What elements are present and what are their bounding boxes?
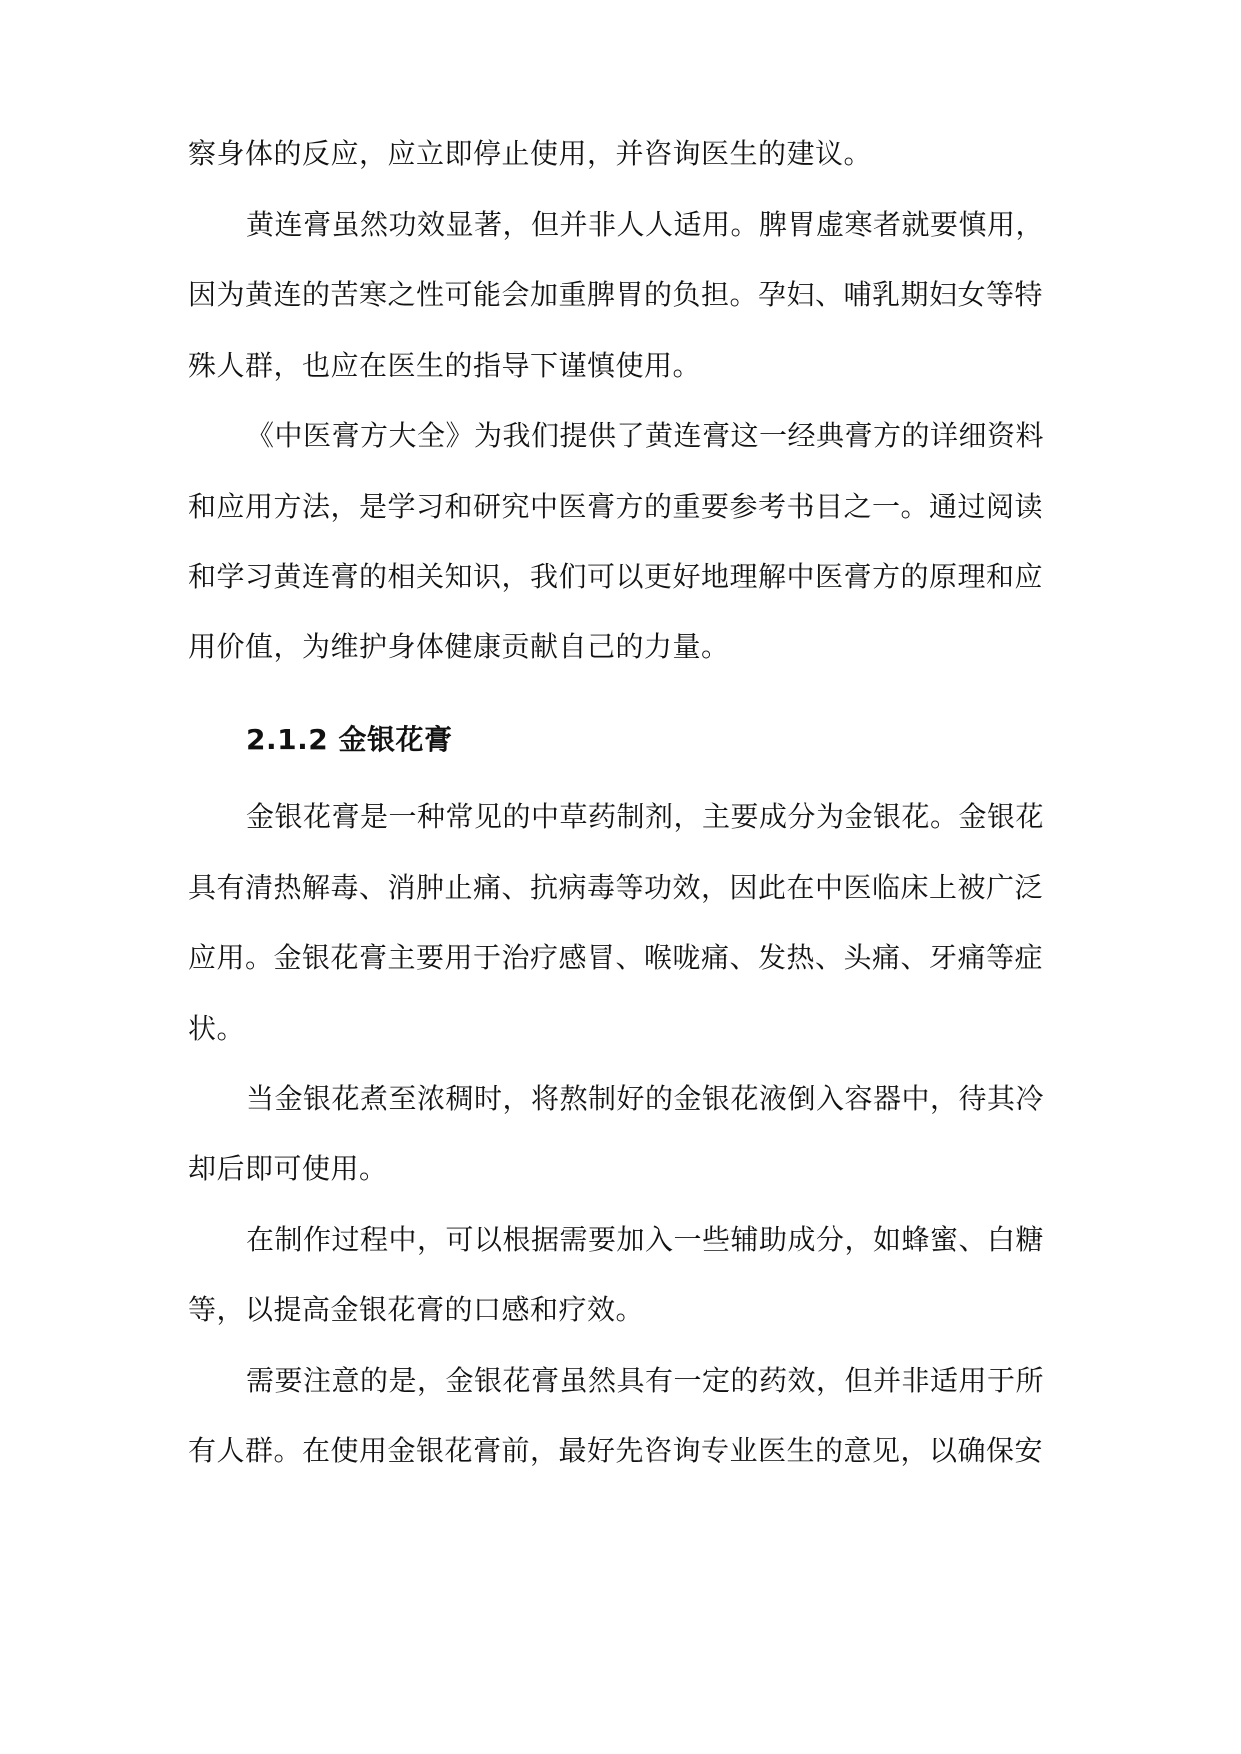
paragraph-line: 和学习黄连膏的相关知识，我们可以更好地理解中医膏方的原理和应 bbox=[188, 560, 1044, 593]
paragraph-line: 当金银花煮至浓稠时，将熬制好的金银花液倒入容器中，待其冷 bbox=[246, 1082, 1045, 1115]
paragraph-line: 却后即可使用。 bbox=[188, 1152, 388, 1185]
paragraph-line: 需要注意的是，金银花膏虽然具有一定的药效，但并非适用于所 bbox=[246, 1364, 1045, 1397]
paragraph-line: 具有清热解毒、消肿止痛、抗病毒等功效，因此在中医临床上被广泛 bbox=[188, 871, 1044, 904]
paragraph-line: 等，以提高金银花膏的口感和疗效。 bbox=[188, 1293, 645, 1326]
paragraph-line: 用价值，为维护身体健康贡献自己的力量。 bbox=[188, 630, 730, 663]
paragraph-line: 殊人群，也应在医生的指导下谨慎使用。 bbox=[188, 349, 702, 382]
paragraph-line: 金银花膏是一种常见的中草药制剂，主要成分为金银花。金银花 bbox=[246, 800, 1045, 833]
paragraph-line: 因为黄连的苦寒之性可能会加重脾胃的负担。孕妇、哺乳期妇女等特 bbox=[188, 278, 1044, 311]
paragraph-line: 应用。金银花膏主要用于治疗感冒、喉咙痛、发热、头痛、牙痛等症 bbox=[188, 941, 1044, 974]
paragraph-line: 状。 bbox=[188, 1012, 246, 1045]
paragraph-line: 黄连膏虽然功效显著，但并非人人适用。脾胃虚寒者就要慎用， bbox=[246, 208, 1045, 241]
paragraph-line: 《中医膏方大全》为我们提供了黄连膏这一经典膏方的详细资料 bbox=[246, 419, 1045, 452]
section-heading: 2.1.2 金银花膏 bbox=[246, 723, 453, 756]
paragraph-line: 察身体的反应，应立即停止使用，并咨询医生的建议。 bbox=[188, 137, 873, 170]
paragraph-line: 有人群。在使用金银花膏前，最好先咨询专业医生的意见，以确保安 bbox=[188, 1434, 1044, 1467]
paragraph-line: 在制作过程中，可以根据需要加入一些辅助成分，如蜂蜜、白糖 bbox=[246, 1223, 1045, 1256]
paragraph-line: 和应用方法，是学习和研究中医膏方的重要参考书目之一。通过阅读 bbox=[188, 490, 1044, 523]
